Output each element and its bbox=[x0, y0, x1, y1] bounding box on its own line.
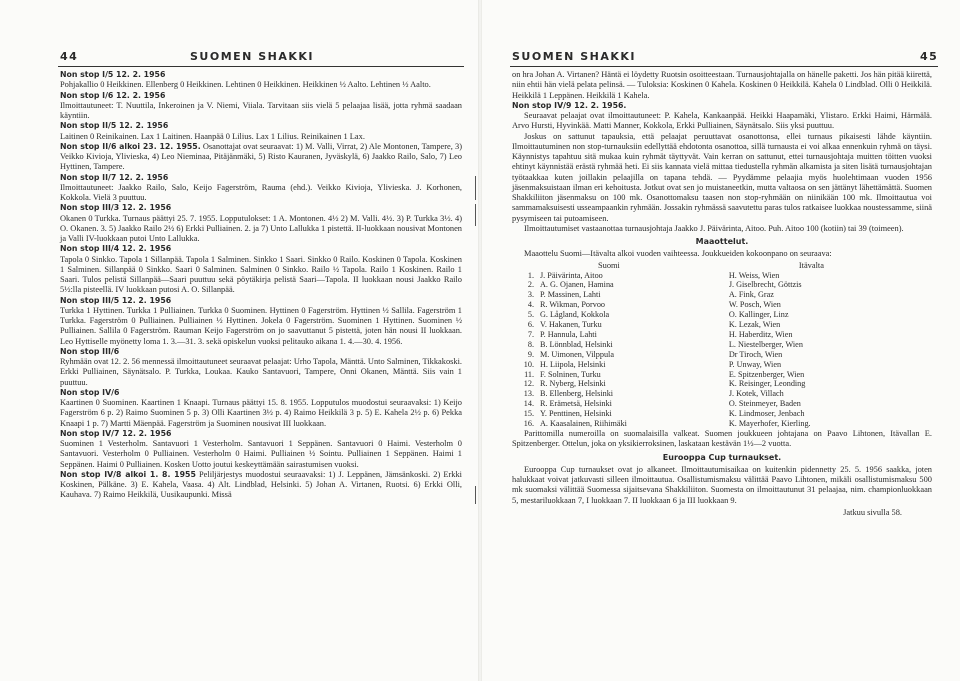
austrian-player: P. Unway, Wien bbox=[728, 359, 782, 369]
austrian-player: W. Posch, Wien bbox=[728, 300, 781, 310]
finnish-player: B. Ellenberg, Helsinki bbox=[540, 389, 614, 399]
board-number: 7. bbox=[527, 329, 534, 339]
left-column bbox=[60, 70, 462, 501]
section-heading: Non stop I/5 12. 2. 1956 bbox=[60, 70, 166, 79]
board-number: 3. bbox=[527, 290, 534, 300]
finnish-player: J. Päivärinta, Aitoo bbox=[540, 270, 603, 280]
austrian-player: O. Steinmeyer, Baden bbox=[728, 399, 801, 409]
board-number: 2. bbox=[527, 280, 534, 290]
cup-paragraph: Eurooppa Cup turnaukset ovat jo alkaneet. Ilmoittautumisaikaa on kuitenkin pidennetty 25. 5. 1956 saakka, joten halukkaat voivat jatkuvasti silleen ilmoittautua. Osallistumismaksu välittää Paavo Lihtonen, mikäli osallistumismaksu 500 mk suomaksi välittää Suomessa sijaitsevana Shakkiliiton. Suomesta on ilmoittautunut 31 pelaajaa, nim. championluokkaan 5, mestariluokkaan 7, I luokkaan 7. II luokkaan 6 ja III luokkaan 9. bbox=[512, 464, 932, 505]
section-paragraph: Suominen 1 Vesterholm. Santavuori 1 Vesterholm. Santavuori 1 Seppänen. Santavuori 0 Haimi. Vesterholm 0 Santavuori. Vesterholm 0 Pulliainen. Vesterholm 0 Haimi. Pulliainen ½ Sointu. Pulliainen 1 Seppänen. Haimi 1 Seppänen. Haimi 0 Pulliainen. Kosken Uotto joutui keskeyttämään sairastumisen vuoksi. bbox=[60, 439, 462, 469]
board-number: 9. bbox=[527, 349, 534, 359]
lineup-row bbox=[512, 409, 932, 419]
finnish-player: A. Kaasalainen, Riihimäki bbox=[540, 419, 627, 429]
margin-mark bbox=[475, 486, 476, 504]
board-number: 11. bbox=[524, 369, 534, 379]
right-page bbox=[478, 0, 960, 681]
austrian-player: A. Fink, Graz bbox=[728, 290, 774, 300]
section-heading: Non stop III/6 bbox=[60, 346, 120, 356]
cup-heading: Eurooppa Cup turnaukset. bbox=[662, 452, 782, 462]
section-paragraph: Pohjakallio 0 Heikkinen. Ellenberg 0 Heikkinen. Lehtinen 0 Heikkinen. Heikkinen ½ Aalto. Lehtinen ½ Aalto. bbox=[60, 80, 431, 90]
continued-note: Jatkuu sivulla 58. bbox=[843, 507, 902, 517]
board-number: 14. bbox=[523, 399, 534, 409]
lineup-row bbox=[512, 340, 932, 350]
margin-mark bbox=[475, 176, 476, 200]
lineup-row bbox=[512, 310, 932, 320]
finnish-player: Y. Penttinen, Helsinki bbox=[540, 409, 612, 419]
board-number: 10. bbox=[523, 359, 534, 369]
board-number: 4. bbox=[527, 300, 534, 310]
section-heading: Non stop IV/8 alkoi 1. 8. 1955 bbox=[60, 469, 196, 479]
austrian-player: O. Kallinger, Linz bbox=[728, 310, 789, 320]
section-heading: Non stop II/6 alkoi 23. 12. 1955. bbox=[60, 141, 201, 151]
lineup-row bbox=[512, 389, 932, 399]
board-number: 13. bbox=[523, 389, 534, 399]
lineup-row bbox=[512, 290, 932, 300]
section-paragraph: Tapola 0 Sinkko. Tapola 1 Sillanpää. Tapola 1 Salminen. Sinkko 1 Saari. Sinkko 0 Railo. Koskinen 0 Tapola. Koskinen 1 Salminen. Sillanpää 0 Sinkko. Saari 0 Salminen. Salminen 0 Sinkko. Railo ½ Tapola. Railo 1 Koskinen. Railo 1 Saari. Tulos pelistä Sillanpää—Saari puuttuu sekä pöytäkirja pelistä Saari—Tapola. II luokkaan nousi Jaakko Railo 5½:lla pisteellä. IV luokkaan putosi A. O. Sillanpää. bbox=[60, 254, 462, 295]
austrian-player: J. Giselbrecht, Göttzis bbox=[728, 280, 802, 290]
board-number: 16. bbox=[523, 419, 534, 429]
running-head-right: SUOMEN SHAKKI bbox=[512, 50, 636, 63]
austrian-player: K. Mayerhofer, Kierling. bbox=[728, 419, 811, 429]
section-paragraph bbox=[60, 142, 462, 173]
lineup-row bbox=[512, 350, 932, 360]
austrian-player: H. Haberditz, Wien bbox=[728, 329, 793, 339]
column-header-itavalta: Itävalta bbox=[798, 260, 824, 270]
column-header-suomi: Suomi bbox=[598, 260, 620, 270]
lineup-row bbox=[512, 280, 932, 290]
matches-outro: Parittomilla numeroilla on suomalaisilla valkeat. Suomen joukkueen johtajana on Paavo Lihtonen, Itävallan E. Spitzenberger. Ottelun, joka on yksikierroksinen, laskataan kestävän 1½—2 vuotta. bbox=[512, 429, 932, 449]
section-heading: Non stop I/6 12. 2. 1956 bbox=[60, 90, 166, 100]
finnish-player: V. Hakanen, Turku bbox=[540, 320, 602, 330]
left-page bbox=[0, 0, 478, 681]
header-rule-right bbox=[510, 66, 938, 67]
austrian-player: E. Spitzenberger, Wien bbox=[728, 369, 805, 379]
matches-heading: Maaottelut. bbox=[695, 237, 749, 246]
section-paragraph: Ilmoittautuneet: T. Nuuttila, Inkeroinen ja V. Niemi, Viiala. Tarvitaan siis vielä 5 pelaajaa lisää, jotta ryhmä saadaan käyntiin. bbox=[60, 100, 462, 120]
section-paragraph: Turkka 1 Hyttinen. Turkka 1 Pulliainen. Turkka 0 Suominen. Hyttinen 0 Fagerström. Hyttinen ½ Sallila. Fagerström 1 Turkka. Fagerström 0 Pulliainen. Pulliainen ½ Hyttinen. Jokela 0 Fagerström. Suominen 1 Hyttinen. Suominen ½ Pulliainen. Sallila 0 Fagerström. Rauman Keijo Fagerström on jo saavuttanut 5 pistettä, joten hän nousi II luokkaan. Leo Hyttiselle myönetty loma 1. 3.—31. 3. sekä opiskelun vuoksi pelitauko aikana 1. 4.—30. 4. 1956. bbox=[60, 305, 462, 346]
lineup-row bbox=[512, 399, 932, 409]
lineup-row bbox=[512, 330, 932, 340]
section-text: Peliljärjestys muodostui seuraavaksi: 1) J. Leppänen, Jämsänkoski. 2) Erkki Koskinen, Pälkäne. 3) E. Kahela, Vaasa. 4) Alt. Lindblad, Helsinki. 5) Johan A. Virtanen, Ruotsi. 6) Erkki Olli, Kauhava. 7) Raimo Heikkilä, Uusikaupunki. Missä bbox=[60, 469, 462, 500]
section-paragraph: Ilmoittautuneet: Jaakko Railo, Salo, Keijo Fagerström, Rauma (ehd.). Veikko Kivioja, Ylivieska. J. Korhonen, Kokkola. Vielä 3 puuttuu. bbox=[60, 182, 462, 202]
section-heading: Non stop III/4 12. 2. 1956 bbox=[60, 244, 172, 254]
finnish-player: B. Lönnblad, Helsinki bbox=[540, 339, 613, 349]
header-rule-left bbox=[58, 66, 464, 67]
board-number: 8. bbox=[527, 339, 534, 349]
finnish-player: P. Hannula, Lahti bbox=[540, 329, 597, 339]
matches-intro: Maaottelu Suomi—Itävalta alkoi vuoden vaihteessa. Joukkueiden kokoonpano on seuraava: bbox=[524, 249, 832, 259]
board-number: 6. bbox=[527, 320, 534, 330]
board-number: 1. bbox=[527, 270, 534, 280]
austrian-player: K. Reisinger, Leonding bbox=[728, 379, 806, 389]
finnish-player: F. Solninen, Turku bbox=[540, 369, 601, 379]
finnish-player: P. Massinen, Lahti bbox=[540, 290, 601, 300]
section-heading: Non stop II/7 12. 2. 1956 bbox=[60, 172, 169, 182]
lineup-row bbox=[512, 370, 932, 380]
section-heading: Non stop III/5 12. 2. 1956 bbox=[60, 295, 172, 305]
team-lineup-table bbox=[512, 260, 932, 430]
section-paragraph: Laitinen 0 Reinikainen. Lax 1 Laitinen. Haanpää 0 Lilius. Lax 1 Lilius. Reinikainen 1 Lax. bbox=[60, 131, 365, 141]
finnish-player: A. G. Ojanen, Hamina bbox=[540, 280, 614, 290]
margin-mark bbox=[475, 204, 476, 226]
section-paragraph: Kaartinen 0 Suominen. Kaartinen 1 Knaapi. Turnaus päättyi 15. 8. 1955. Lopputulos muodostui seuraavaksi: 1) Keijo Fagerström 6 p. 2) Raimo Suominen 5 p. 3) Olli Kaartinen 3½ p. 4) Raimo Heikkilä 3 p. 5) E. Kahela 2½ p. 6) Pekka Knaapi 1 p. 7) Martti Mäenpää. Fagerström ja Suominen nousivat III luokkaan. bbox=[60, 398, 462, 428]
austrian-player: J. Kotek, Villach bbox=[728, 389, 784, 399]
section-paragraph: Okanen 0 Turkka. Turnaus päättyi 25. 7. 1955. Lopputulokset: 1 A. Montonen. 4½ 2) M. Valli. 4½. 3) P. Turkka 3½. 4) O. Okanen. 3. 5) Jaakko Railo 2½ 6) Erkki Pulliainen. 2. ja 7) Unto Lallukka 1 pistettä. II-luokkaan nousivat Montonen ja Valli IV-luokkaan putoi Unto Lallukka. bbox=[60, 213, 462, 243]
section-paragraph: Ryhmään ovat 12. 2. 56 mennessä ilmoittautuneet seuraavat pelaajat: Urho Tapola, Mänttä. Unto Salminen, Tikkakoski. Erkki Pulliainen, Säynätsalo. P. Turkka, Loukaa. Kauko Santavuori, Tampere, Onni Okanen, Mänttä. Siis vain 1 puuttuu. bbox=[60, 357, 462, 387]
austrian-player: L. Niestelberger, Wien bbox=[728, 339, 803, 349]
page-number-right: 45 bbox=[920, 50, 939, 63]
austrian-player: K. Lindmoser, Jenbach bbox=[728, 409, 805, 419]
finnish-player: R. Erämetsä, Helsinki bbox=[540, 399, 612, 409]
continuation-paragraph: on hra Johan A. Virtanen? Häntä ei löydetty Ruotsin osoitteestaan. Turnausjohtajalla on hänelle paketti. Jos hän pitää kiirettä, niin ehtii hän vielä pelata pelinsä. — Tuloksia: Koskinen 0 Kahela. Koskinen 0 Heikkilä. Kahela 0 Lindblad. Olli 0 Heikkilä. Heikkilä 1 Leppänen. Heikkilä 1 Kahela. bbox=[512, 70, 932, 100]
section-paragraph bbox=[60, 470, 462, 501]
board-number: 5. bbox=[527, 310, 534, 320]
section-heading: Non stop II/5 12. 2. 1956 bbox=[60, 121, 169, 131]
lineup-row bbox=[512, 360, 932, 370]
lineup-row bbox=[512, 419, 932, 429]
lineup-row bbox=[512, 300, 932, 310]
contact-paragraph: Ilmoittautumiset vastaanottaa turnausjohtaja Jaakko J. Päivärinta, Aitoo. Puh. Aitoo 100 (kotiin) tai 39 (toimeen). bbox=[524, 223, 904, 233]
running-head-left: SUOMEN SHAKKI bbox=[190, 50, 314, 63]
finnish-player: R. Wikman, Porvoo bbox=[540, 300, 606, 310]
finnish-player: H. Liipola, Helsinki bbox=[540, 359, 606, 369]
board-number: 12. bbox=[523, 379, 534, 389]
board-number: 15. bbox=[523, 409, 534, 419]
austrian-player: H. Weiss, Wien bbox=[728, 270, 780, 280]
finnish-player: M. Uimonen, Vilppula bbox=[540, 349, 614, 359]
page-number-left: 44 bbox=[60, 50, 79, 63]
section-text: Osanottajat ovat seuraavat: 1) M. Valli, Virrat, 2) Ale Montonen, Tampere, 3) Veikko Kivioja, Ylivieska, 4) Leo Nieminaa, Pitäjänmäki, 5) Risto Kauranen, Jyväskylä, 6) Jaakko Railo, Salo, 7) Leo Hyttinen, Tampere. bbox=[60, 141, 463, 172]
section-heading: Non stop III/3 12. 2. 1956 bbox=[60, 203, 172, 213]
section-heading: Non stop IV/6 bbox=[60, 387, 120, 397]
right-column bbox=[512, 70, 932, 518]
austrian-player: K. Lezak, Wien bbox=[728, 320, 781, 330]
notice-paragraph: Joskus on sattunut tapauksia, että pelaajat peruuttavat osanottonsa, ellei turnaus pikaisesti lähde käyntiin. Ilmoittautuminen non stop-turnauksiin edellyttää ehdotonta osanottoa, sillä turnausta ei voi alkaa ennenkuin ryhmä on täysi. Käynnistys tapahtuu sitä mukaa kuin ryhmät täyttyvät. Vain kerran on sattunut, ettei turnausjohtaja muitten töitten vuoksi ehtinyt käynnistää erästä ryhmää heti. Ei siis kannata vielä mittaa tiedustella ryhmän alkamista ja siten lisätä turnausjohtajan työtaakkaa kuten joillakin pelaajilla on tapana tehdä. — Pyydämme pelaajia myös huolehtimaan vuoden 1956 jäsenmaksuistaan ilman eri kehoitusta. Jotkut ovat sen jo muistaneetkin, mutta valtaosa on sen jättänyt lähettämättä. Suomen Shakkiliiton jäsenmaksu on 100 mk. Osanottomaksu taasen non stop-ryhmään on niinikään 100 mk. Ilmoittautua voi sammamaksuisesti usseampaankin ryhmään. Jossakin ryhmässä saavutettu paras tulos ratkaisee luokkaa noustessamme, siinä pysymiseen tai putoamiseen. bbox=[512, 131, 932, 223]
austrian-player: Dr Tiroch, Wien bbox=[728, 349, 783, 359]
section-heading: Non stop IV/7 12. 2. 1956 bbox=[60, 428, 172, 438]
finnish-player: R. Nyberg, Helsinki bbox=[540, 379, 606, 389]
section-paragraph: Seuraavat pelaajat ovat ilmoittautuneet: P. Kahela, Kankaanpää. Heikki Haapamäki, Ylistaro. Erkki Haimi, Härmälä. Arvo Hursti, Hyvinkää. Matti Manner, Kokkola, Erkki Pulliainen, Säynätsalo. Siis yksi puuttuu. bbox=[512, 111, 932, 131]
section-heading: Non stop IV/9 12. 2. 1956. bbox=[512, 100, 627, 110]
finnish-player: G. Lågland, Kokkola bbox=[540, 310, 610, 320]
lineup-row bbox=[512, 379, 932, 389]
lineup-row bbox=[512, 271, 932, 281]
lineup-row bbox=[512, 320, 932, 330]
